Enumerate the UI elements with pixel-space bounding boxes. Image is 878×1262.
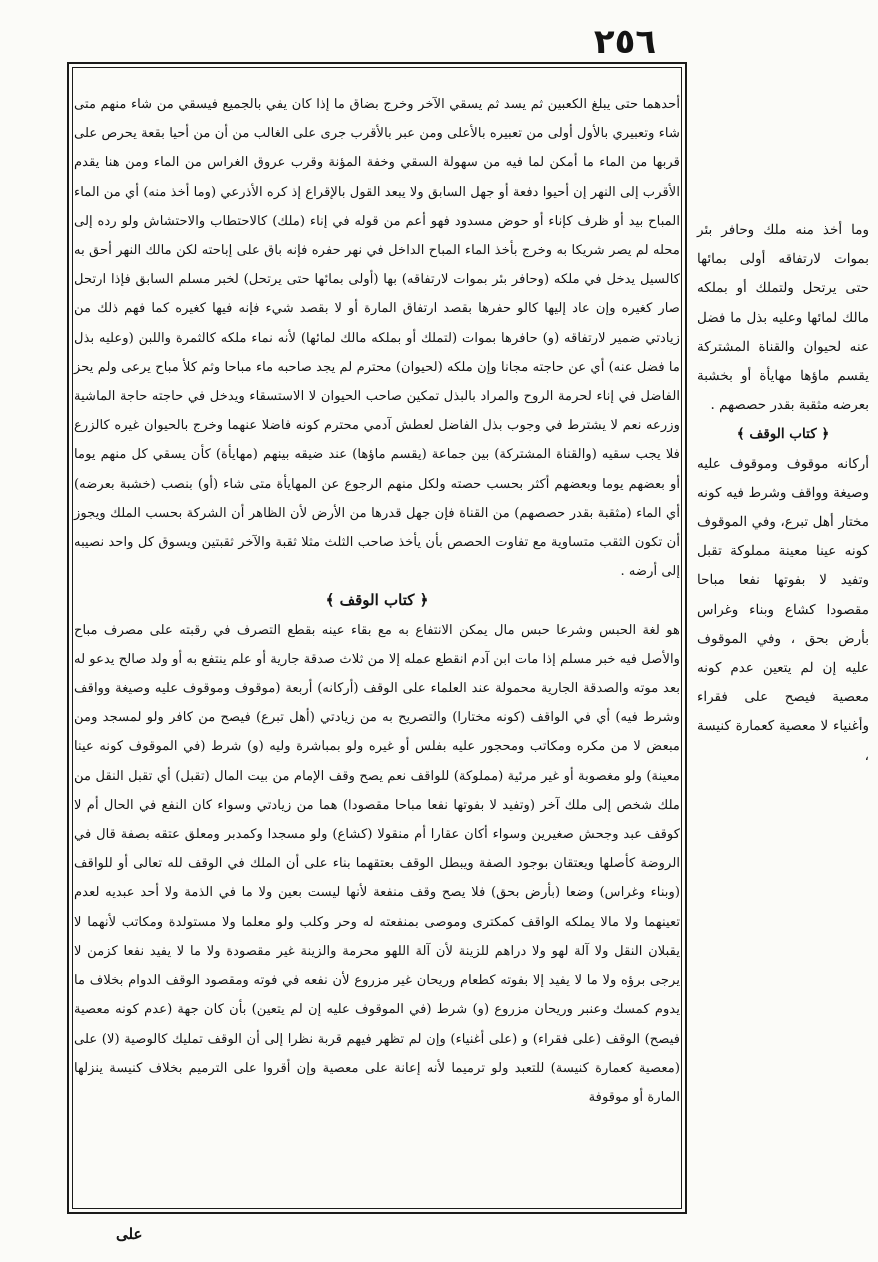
margin-paragraph-waqf: أركانه موقوف وموقوف عليه وصيغة وواقف وشرط فيه كونه مختار أهل تبرع، وفي الموقوف كونه عينا معينة مملوكة تقبل وتفيد لا بفوتها نفعا مباحا مقصودا كشاع وبناء وغراس بأرض بحق ، وفي الموقوف عليه إن لم يتعين عدم كونه معصية فيصح على فقراء وأغنياء لا معصية كعمارة كنيسة ، — [697, 455, 869, 764]
main-paragraph-waqf: هو لغة الحبس وشرعا حبس مال يمكن الانتفاع به مع بقاء عينه بقطع التصرف في رقبته على مصرف مباح والأصل فيه خبر مسلم إذا مات ابن آدم انقطع عمله إلا من ثلاث صدقة جارية أو علم ينتفع به أو ولد صالح يدعو له بعد موته والصدقة الجارية محمولة عند العلماء على الوقف (أركانه) أربعة (موقوف وموقوف عليه وصيغة وواقف وشرط فيه) أي في الواقف (كونه مختارا) والتصريح به من زيادتي (أهل تبرع) فيصح من كافر ولو لمسجد ومن مبعض لا من مكره ومكاتب ومحجور عليه بفلس أو غيره ولو بمباشرة وليه (و) شرط (في الموقوف كونه عينا معينة) ولو مغصوبة أو غير مرئية (مملوكة) للواقف نعم يصح وقف الإمام من بيت المال (تقبل) أي تقبل النقل من ملك شخص إلى ملك آخر (وتفيد لا بفوتها نفعا مباحا مقصودا) هما من زيادتي وسواء كان النفع في الحال أم لا كوقف عبد وجحش صغيرين وسواء أكان عقارا أم منقولا (كشاع) ولو مسجدا وكمدبر ومعلق عتقه بصفة قال في الروضة كأصلها ويعتقان بوجود الصفة ويبطل الوقف بعتقهما بناء على أن الملك في الوقف لله تعالى أو للواقف (وبناء وغراس) وضعا (بأرض بحق) فلا يصح وقف منفعة لأنها ليست بعين ولا ما في الذمة ولا أحد عبديه لعدم تعينهما ولا مالا يملكه الواقف كمكترى وموصى بمنفعته له وحر وكلب ولو معلما ولا مستولدة ومكاتب لأنهما لا يقبلان النقل ولا آلة لهو ولا دراهم للزينة لأن آلة اللهو محرمة والزينة غير مقصودة ولا ما لا يفيد نفعا كزمن لا يرجى برؤه ولا ما لا يفيد إلا بفوته كطعام وريحان غير مزروع لأن نفعه في فوته ومقصود الوقف الدوام بخلاف ما يدوم كمسك وعنبر وريحان مزروع (و) شرط (في الموقوف عليه إن لم يتعين) بأن كان جهة (عدم كونه معصية فيصح) الوقف (على فقراء) و (على أغنياء) وإن لم تظهر فيهم قربة نظرا إلى أن الوقف تمليك كالوصية (لا) على (معصية كعمارة كنيسة) للتعبد ولو ترميما لأنه إعانة على معصية وإن أقروا على الترميم بخلاف كنيسة ينزلها المارة أو موقوفة — [74, 622, 680, 1105]
margin-paragraph-water: وما أخذ منه ملك وحافر بئر بموات لارتفاقه أولى بمائها حتى يرتحل ولتملك أو بملكه مالك لمائها وعليه بذل ما فضل عنه لحيوان والقناة المشتركة يقسم ماؤها مهايأة أو بخشبة بعرضه مثقبة بقدر حصصهم . — [697, 222, 869, 414]
page-number: ٢٥٦ — [593, 22, 657, 62]
main-paragraph-water: أحدهما حتى يبلغ الكعبين ثم يسد ثم يسقي الآخر وخرج بضاق ما إذا كان يفي بالجميع فيسقي من شاء منهم متى شاء وتعبيري بالأول أولى من تعبيره بالأعلى ومن عبر بالأقرب جرى على الغالب من أن من أحيا بقعة يحرص على قربها من الماء ما أمكن لما فيه من سهولة السقي وخفة المؤنة وقرب عروق الغراس من الماء ومن هنا يقدم الأقرب إلى النهر إن أحيوا دفعة أو جهل السابق ولا يبعد القول بالإقراع إذ كره الأذرعي (وما أخذ منه) أي من الماء المباح بيد أو ظرف كإناء أو حوض مسدود فهو أعم من قوله في إناء (ملك) كالاحتطاب والاحتشاش ولو رده إلى محله لم يصر شريكا به وخرج بأخذ الماء المباح الداخل في نهر حفره فإنه باق على إباحته لكن مالك النهر أحق به كالسيل يدخل في ملكه (وحافر بئر بموات لارتفاقه) بها (أولى بمائها حتى يرتحل) لخبر مسلم السابق فإذا ارتحل صار كغيره وإن عاد إليها كالو حفرها بقصد ارتفاق المارة أو لا بقصد شيء فإنه فيها كغيره كما فهم ذلك من زيادتي ضمير لارتفاقه (و) حافرها بموات (لتملك أو بملكه مالك لمائها) لأنه نماء ملكه كالثمرة واللبن (وعليه بذل ما فضل عنه) أي عن حاجته مجانا وإن ملكه (لحيوان) محترم لم يجد صاحبه ماء مباحا وثم كلأ مباح يرعى ولم يحز الفاضل في إناء لحرمة الروح والمراد بالبذل تمكين صاحب الحيوان لا الاستسقاء ويدخل في حاجته حاجة الماشية وزرعه نعم لا يشترط في وجوب بذل الفاضل لعطش آدمي محترم كونه فاضلا عنهما وخرج بالحيوان غيره كالزرع فلا يجب سقيه (والقناة المشتركة) بين جماعة (يقسم ماؤها) عند ضيقه بينهم (مهايأة) كأن يسقي كل منهم يوما أو بعضهم يوما وبعضهم أكثر بحسب حصته ولكل منهم الرجوع عن المهايأة متى شاء (أو) بنصب (خشبة بعرضه) أي الماء (مثقبة بقدر حصصهم) من القناة فإن جهل قدرها من الأرض لأن الظاهر أن الشركة بحسب الملك ويجوز أن تكون الثقب متساوية مع تفاوت الحصص بأن يأخذ صاحب الثلث مثلا ثقبة والآخر ثقبتين ويسوق كل واحد نصيبه إلى أرضه . — [74, 97, 680, 580]
margin-heading-kitab-al-waqf: ﴿ كتاب الوقف ﴾ — [736, 426, 830, 443]
catchword: على — [116, 1225, 143, 1243]
margin-text-block — [697, 216, 869, 771]
main-text-block — [74, 90, 680, 1112]
main-heading-kitab-al-waqf: ﴿ كتاب الوقف ﴾ — [325, 591, 429, 610]
